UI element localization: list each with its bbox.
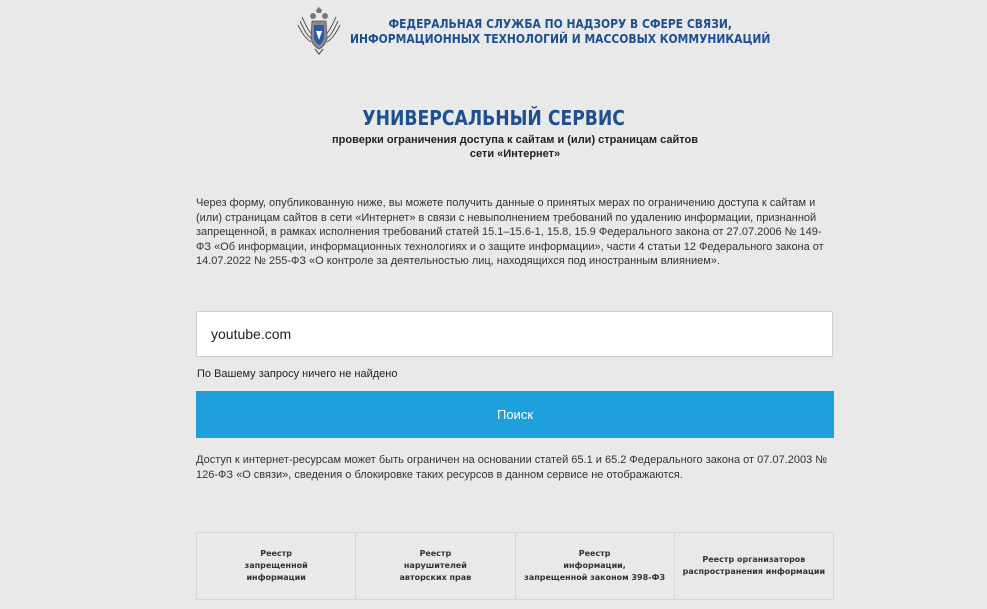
page-subtitle-line1: проверки ограничения доступа к сайтам и (или) страницам сайтов <box>332 134 698 146</box>
registry-link-label: авторских прав <box>399 573 472 582</box>
service-description: Через форму, опубликованную ниже, вы можете получить данные о принятых мерах по ограничению доступа к сайтам и (или) страницам сайтов в сети «Интернет» в связи с невыполнением требований по удалению информации, признанной запрещенной, в рамках исполнения требований статей 15.1–15.6-1, 15.8, 15.9 Федерального закона от 27.07.2006 № 149-ФЗ «Об информации, информационных технологиях и о защите информации», части 4 статьи 12 Федерального закона от 14.07.2022 № 255-ФЗ «О контроле за деятельностью лиц, находящихся под иностранным влиянием». <box>196 197 824 268</box>
registry-link-label: Реестр <box>578 549 611 558</box>
agency-name-line1: ФЕДЕРАЛЬНАЯ СЛУЖБА ПО НАДЗОРУ В СФЕРЕ СВЯЗИ, <box>388 16 732 31</box>
page-title-text: УНИВЕРСАЛЬНЫЙ СЕРВИС <box>362 106 625 130</box>
registry-link-label: распространения информации <box>682 567 826 576</box>
registry-link-label: запрещенной законом 398-ФЗ <box>524 573 666 582</box>
page-title <box>0 106 987 130</box>
header <box>296 6 771 56</box>
registry-link-label: запрещенной <box>244 561 308 570</box>
registry-link-398-fz[interactable] <box>516 533 675 599</box>
registry-link-prohibited-info[interactable] <box>197 533 356 599</box>
registry-link-label: нарушителей <box>403 561 467 570</box>
search-result-message: По Вашему запросу ничего не найдено <box>197 368 398 380</box>
registry-link-label: Реестр <box>419 549 452 558</box>
agency-name-line2: ИНФОРМАЦИОННЫХ ТЕХНОЛОГИЙ И МАССОВЫХ КОММУНИКАЦИЙ <box>350 31 771 46</box>
registry-link-label: Реестр <box>260 549 293 558</box>
search-input[interactable] <box>196 311 833 357</box>
agency-name <box>350 16 770 46</box>
registry-link-label: информации, <box>563 561 626 570</box>
coat-of-arms-eagle-icon <box>296 7 342 55</box>
registry-link-label: информации <box>246 573 306 582</box>
page-subtitle <box>0 133 987 161</box>
page-subtitle-line2: сети «Интернет» <box>469 148 561 160</box>
registry-link-info-distributors[interactable] <box>675 533 833 599</box>
registry-link-copyright-violators[interactable] <box>356 533 515 599</box>
legal-notice: Доступ к интернет-ресурсам может быть ограничен на основании статей 65.1 и 65.2 Федерального закона от 07.07.2003 № 126-ФЗ «О связи», сведения о блокировке таких ресурсов в данном сервисе не отображаются. <box>196 454 828 481</box>
search-button[interactable]: Поиск <box>196 391 834 438</box>
registries-nav <box>196 532 834 600</box>
registry-link-label: Реестр организаторов <box>702 555 806 564</box>
